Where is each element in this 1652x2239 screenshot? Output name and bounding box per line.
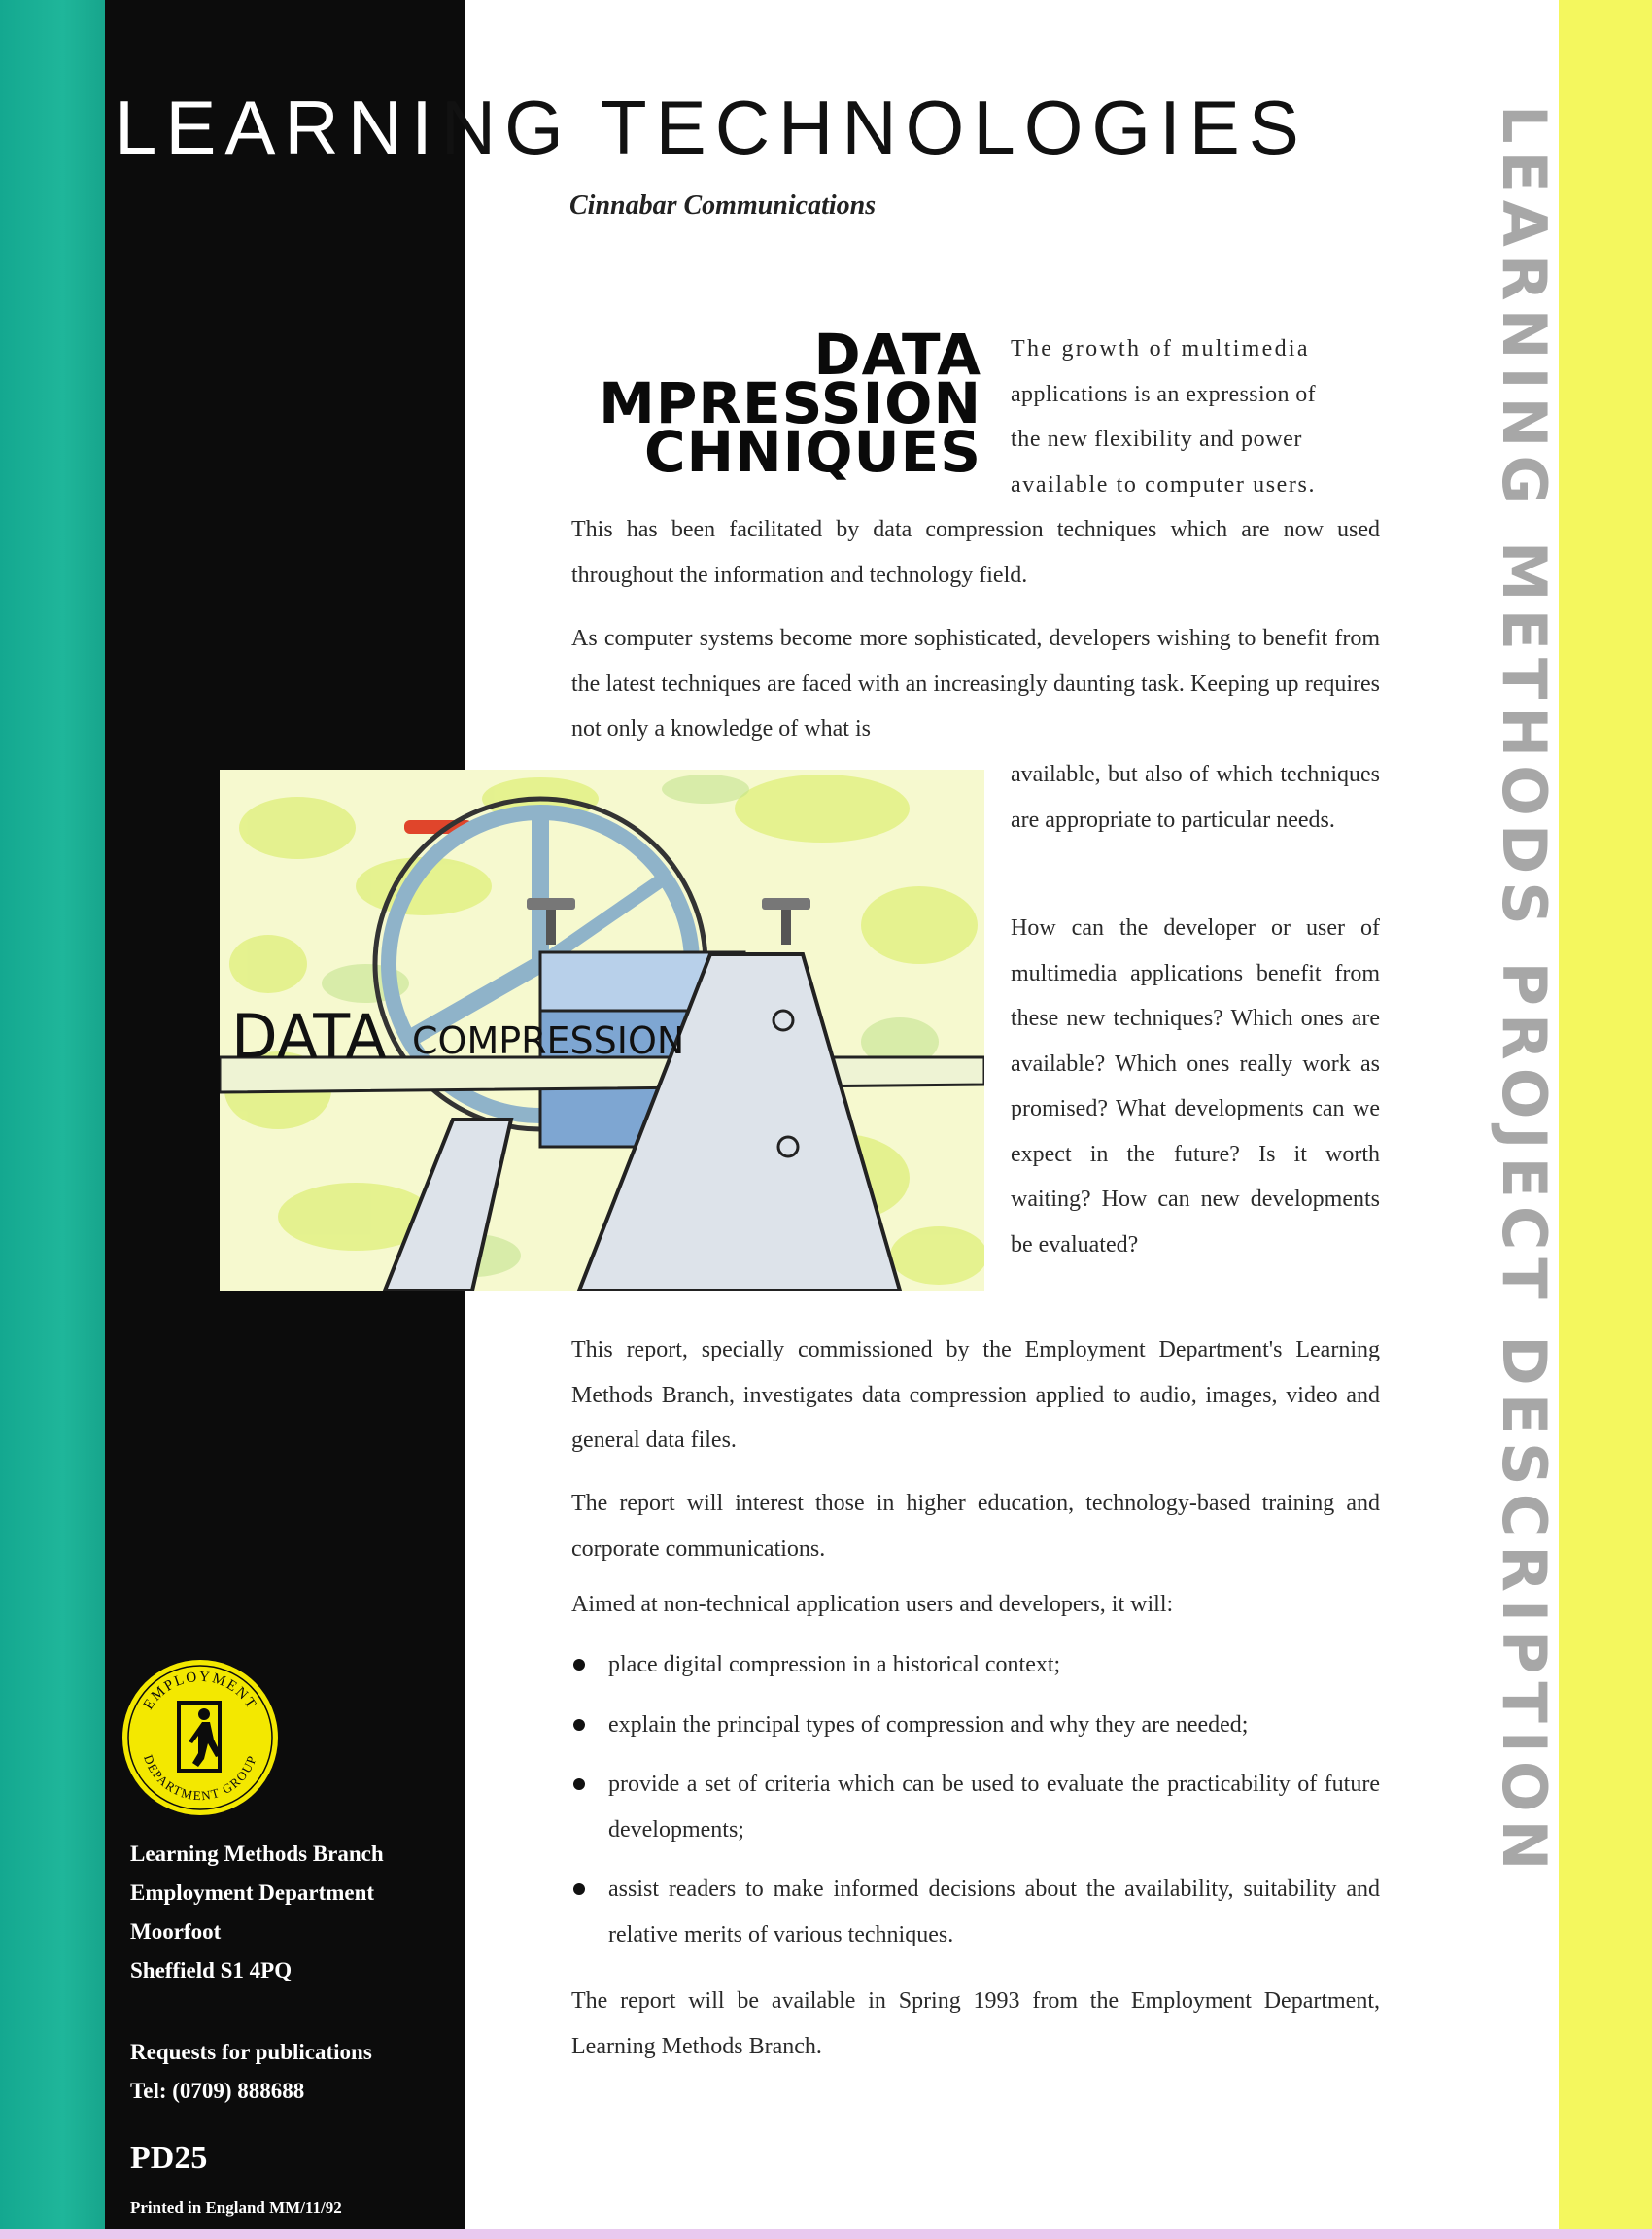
intro-line: applications is an expression of bbox=[1011, 381, 1317, 407]
bottom-border bbox=[0, 2229, 1652, 2239]
sidebar-address bbox=[130, 1835, 384, 2111]
employment-department-logo bbox=[120, 1658, 280, 1817]
teal-stripe bbox=[0, 0, 105, 2239]
headline-line-3-b: CHNIQUES bbox=[643, 419, 981, 485]
illustration-label-right: COMPRESSION bbox=[412, 1019, 685, 1062]
paragraph: As computer systems become more sophisticated, developers wishing to benefit from the latest techniques are faced with an increasingly daunting task. Keeping up requires not only a knowledge of what is bbox=[571, 626, 1380, 741]
paragraph-2-wide bbox=[571, 616, 1380, 752]
headline-line-3-a: TE bbox=[565, 419, 644, 485]
title-part-on-white: NG TECHNOLOGIES bbox=[440, 85, 1308, 170]
intro-paragraph-lines bbox=[1011, 327, 1380, 507]
paragraph-4 bbox=[571, 1327, 1380, 1464]
intro-line: The growth of multimedia bbox=[1011, 336, 1310, 362]
paragraph: Aimed at non-technical application users and developers, it will: bbox=[571, 1592, 1174, 1617]
address-line: Employment Department bbox=[130, 1880, 375, 1905]
list-item bbox=[571, 1703, 1380, 1748]
paragraph: How can the developer or user of multimedia applications benefit from these new techniques? Which ones are available? Which ones really work as promised? What developments can we expect in the future? Is it worth waiting? How can new developments be evaluated? bbox=[1011, 915, 1380, 1257]
list-item bbox=[571, 1642, 1380, 1688]
address-line: Learning Methods Branch bbox=[130, 1842, 384, 1866]
paragraph: The report will be available in Spring 1993 from the Employment Department, Learning Methods Branch. bbox=[571, 1988, 1380, 2059]
spacer bbox=[130, 1990, 384, 2033]
paragraph: available, but also of which techniques are appropriate to particular needs. bbox=[1011, 762, 1380, 833]
intro-line: available to computer users. bbox=[1011, 471, 1317, 498]
headline-line-3 bbox=[507, 419, 981, 485]
paragraph-6 bbox=[571, 1582, 1380, 1628]
intro-paragraph-rest bbox=[571, 507, 1380, 598]
logo-text-top: EMPLOYMENT bbox=[140, 1669, 260, 1713]
side-banner: LEARNING METHODS PROJECT DESCRIPTION bbox=[1489, 105, 1560, 1878]
paragraph-5 bbox=[571, 1481, 1380, 1571]
bullet-icon bbox=[573, 1883, 585, 1895]
data-compression-illustration bbox=[220, 770, 984, 1291]
headline-line-2-b: MPRESSION bbox=[599, 370, 981, 436]
bullet-icon bbox=[573, 1719, 585, 1731]
paragraph: This has been facilitated by data compression techniques which are now used throughout the information and technology field. bbox=[571, 517, 1380, 588]
headline-line-2-a: CO bbox=[507, 370, 600, 436]
paragraph-7 bbox=[571, 1979, 1380, 2069]
page-title bbox=[115, 85, 1308, 170]
paragraph: The report will interest those in higher education, technology-based training and corporate communications. bbox=[571, 1491, 1380, 1562]
paragraph: This report, specially commissioned by the Employment Department's Learning Methods Branch, investigates data compression applied to audio, images, video and general data files. bbox=[571, 1337, 1380, 1453]
document-code: PD25 bbox=[130, 2140, 208, 2176]
list-item-text: explain the principal types of compression and why they are needed; bbox=[608, 1711, 1249, 1738]
yellow-stripe bbox=[1559, 0, 1652, 2239]
address-line: Moorfoot bbox=[130, 1919, 222, 1944]
list-item-text: provide a set of criteria which can be used to evaluate the practicability of future developments; bbox=[608, 1772, 1380, 1843]
list-item bbox=[571, 1867, 1380, 1957]
headline bbox=[507, 322, 981, 485]
paragraph-2-narrow bbox=[1011, 752, 1380, 843]
publisher-name: Cinnabar Communications bbox=[569, 190, 877, 221]
headline-line-1: DATA bbox=[813, 322, 981, 388]
printed-note: Printed in England MM/11/92 bbox=[130, 2198, 342, 2217]
list-item-text: assist readers to make informed decisions about the availability, suitability and relative merits of various techniques. bbox=[608, 1877, 1380, 1947]
bullet-icon bbox=[573, 1659, 585, 1671]
illustration-label-left: DATA bbox=[231, 1001, 387, 1072]
address-line: Sheffield S1 4PQ bbox=[130, 1958, 293, 1982]
bullet-list bbox=[571, 1642, 1380, 1972]
list-item-text: place digital compression in a historical context; bbox=[608, 1652, 1061, 1677]
bullet-icon bbox=[573, 1778, 585, 1790]
intro-line: the new flexibility and power bbox=[1011, 427, 1302, 452]
telephone: Tel: (0709) 888688 bbox=[130, 2079, 305, 2103]
paragraph-3 bbox=[1011, 906, 1380, 1267]
logo-text-bottom: DEPARTMENT GROUP bbox=[141, 1752, 259, 1804]
requests-label: Requests for publications bbox=[130, 2040, 372, 2064]
list-item bbox=[571, 1762, 1380, 1852]
title-part-on-black: LEARNI bbox=[115, 85, 441, 170]
